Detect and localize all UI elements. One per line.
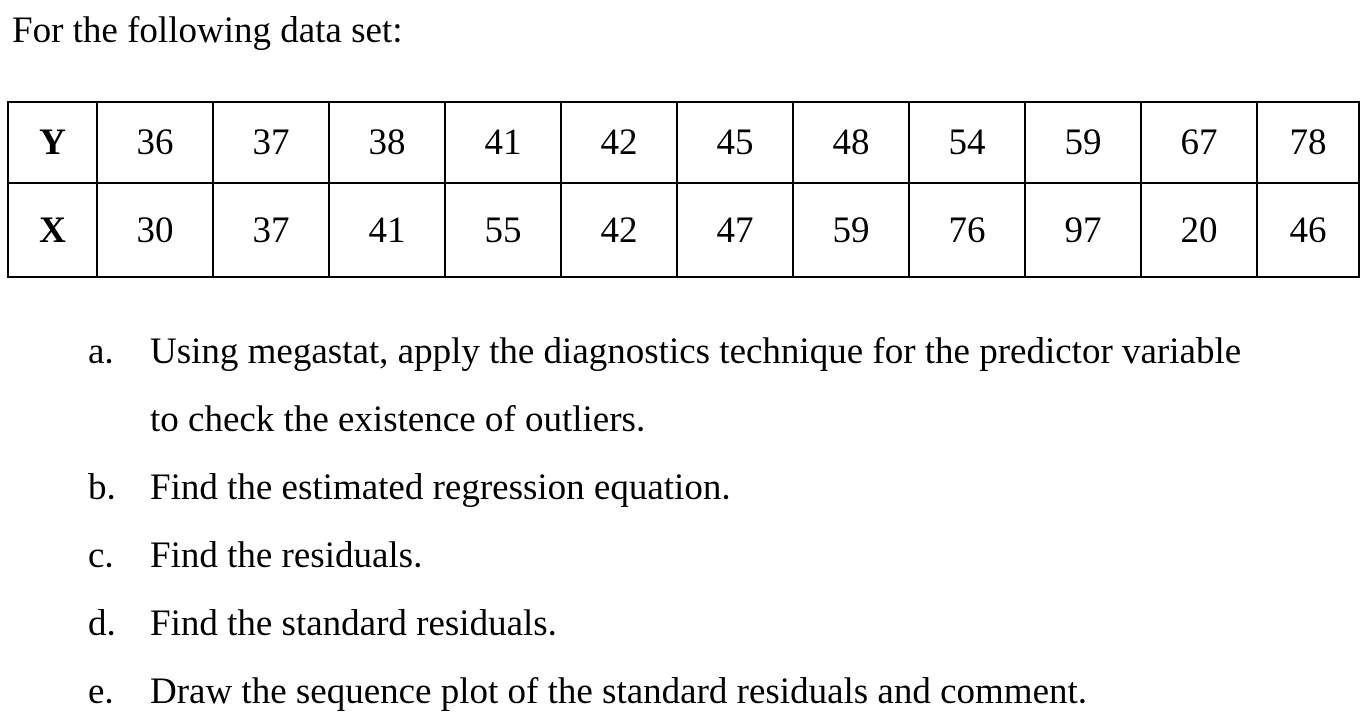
table-cell: 41	[329, 183, 445, 277]
list-item	[0, 454, 1361, 522]
table-cell: 59	[793, 183, 909, 277]
table-cell: 36	[97, 102, 213, 183]
table-cell: 54	[909, 102, 1025, 183]
list-item	[0, 318, 1361, 454]
list-marker: a.	[88, 331, 114, 372]
table-cell: 42	[561, 102, 677, 183]
data-table	[7, 101, 1360, 278]
list-marker: c.	[88, 535, 114, 576]
table-cell: 30	[97, 183, 213, 277]
task-text: Using megastat, apply the diagnostics technique for the predictor variable	[150, 331, 1242, 372]
table-cell: 41	[445, 102, 561, 183]
table-cell: 59	[1025, 102, 1141, 183]
table-cell: 76	[909, 183, 1025, 277]
task-text: Find the estimated regression equation.	[150, 467, 731, 508]
list-marker: e.	[88, 671, 114, 712]
table-cell: 47	[677, 183, 793, 277]
table-cell: 37	[213, 102, 329, 183]
task-list	[0, 318, 1361, 726]
table-cell: 45	[677, 102, 793, 183]
task-text: Find the standard residuals.	[150, 603, 557, 644]
table-cell: 46	[1257, 183, 1359, 277]
task-text: Find the residuals.	[150, 535, 423, 576]
table-row-y	[8, 102, 1359, 183]
table-cell: 55	[445, 183, 561, 277]
table-cell: 78	[1257, 102, 1359, 183]
table-cell: 48	[793, 102, 909, 183]
list-marker: b.	[88, 467, 116, 508]
task-text-continued: to check the existence of outliers.	[150, 399, 646, 440]
list-item	[0, 590, 1361, 658]
table-cell: 67	[1141, 102, 1257, 183]
table-cell: 38	[329, 102, 445, 183]
table-cell: 37	[213, 183, 329, 277]
task-text: Draw the sequence plot of the standard residuals and comment.	[150, 671, 1088, 712]
row-label: Y	[8, 102, 97, 183]
row-label: X	[8, 183, 97, 277]
list-marker: d.	[88, 603, 116, 644]
intro-text: For the following data set:	[12, 10, 403, 51]
table-row-x	[8, 183, 1359, 277]
table-cell: 97	[1025, 183, 1141, 277]
table-cell: 20	[1141, 183, 1257, 277]
list-item	[0, 522, 1361, 590]
table-cell: 42	[561, 183, 677, 277]
